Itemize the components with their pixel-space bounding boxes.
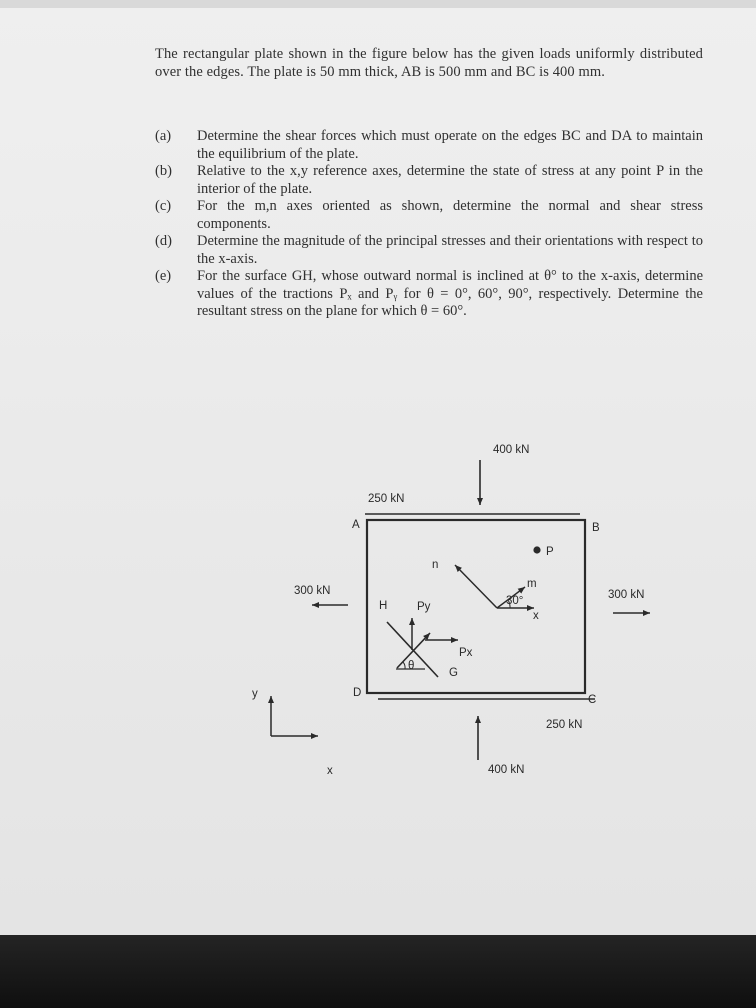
point-p-label: P (546, 546, 554, 558)
n-axis-label: n (432, 559, 439, 571)
bottom-shear-label: 250 kN (546, 719, 583, 731)
question-marker: (e) (155, 268, 172, 284)
corner-d-label: D (353, 687, 362, 699)
question-marker: (a) (155, 128, 172, 144)
traction-px-label: Px (459, 647, 473, 659)
traction-py-label: Py (417, 601, 431, 613)
bottom-load-label: 400 kN (488, 764, 525, 776)
top-load-label: 400 kN (493, 444, 530, 456)
problem-statement: The rectangular plate shown in the figure below has the given loads uniformly distributed over the edges. The plate is 50 mm thick, AB is 500 mm and BC is 400 mm. (155, 46, 703, 80)
point-p-marker (533, 546, 540, 553)
label-g: G (449, 667, 458, 679)
left-load-label: 300 kN (294, 585, 331, 597)
corner-a-label: A (352, 519, 360, 531)
theta-arc (403, 662, 405, 669)
label-h: H (379, 600, 388, 612)
top-shear-label: 250 kN (368, 493, 405, 505)
question-text: Relative to the x,y reference axes, determine the state of stress at any point P in the interior of the plate. (197, 163, 703, 197)
theta-label: θ (408, 660, 415, 672)
right-load-label: 300 kN (608, 589, 645, 601)
question-marker: (b) (155, 163, 172, 179)
question-text: For the m,n axes oriented as shown, determine the normal and shear stress components. (197, 198, 703, 232)
screen-bottom-band (0, 935, 756, 1008)
reference-x-label: x (327, 765, 333, 777)
question-text: Determine the shear forces which must operate on the edges BC and DA to maintain the equilibrium of the plate. (197, 128, 703, 162)
local-x-axis-label: x (533, 610, 539, 622)
corner-c-label: C (588, 694, 597, 706)
m-axis-label: m (527, 578, 537, 590)
n-axis-arrow (455, 565, 497, 608)
reference-y-label: y (252, 688, 258, 700)
angle-30-label: 30° (506, 595, 524, 607)
question-text: For the surface GH, whose outward normal is inclined at θ° to the x-axis, determine values of the tractions Pₓ and Pᵧ for θ = 0°, 60°, 90°, respectively. Determine the resultant stress on the plane for which θ = 60°. (197, 268, 703, 319)
question-marker: (c) (155, 198, 172, 214)
corner-b-label: B (592, 522, 600, 534)
question-marker: (d) (155, 233, 172, 249)
question-text: Determine the magnitude of the principal stresses and their orientations with respect to the x-axis. (197, 233, 703, 267)
